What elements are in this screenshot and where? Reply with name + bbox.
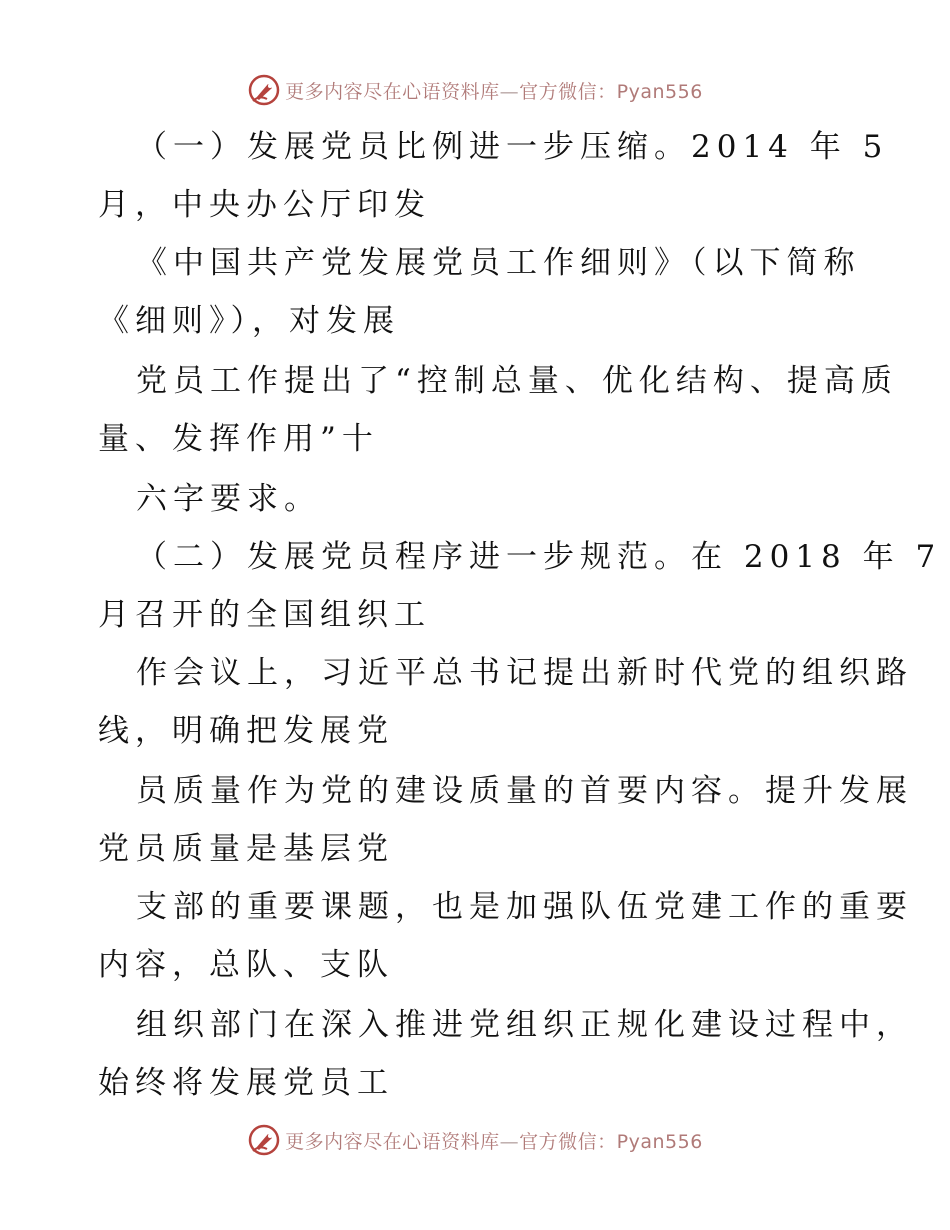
footer-watermark-separator: — [499,1130,520,1153]
paragraph-line: 《中国共产党发展党员工作细则》（以下简称 [136,245,861,281]
paragraph-line: 支部的重要课题，也是加强队伍党建工作的重要 [136,889,913,925]
paragraph-line: 作会议上，习近平总书记提出新时代党的组织路 [136,655,913,691]
pen-nib-logo-icon [247,1123,281,1157]
paragraph-line: 党员质量是基层党 [98,831,394,867]
paragraph-line: 《细则》），对发展 [98,303,400,339]
footer-watermark-main: 更多内容尽在心语资料库 [285,1130,500,1153]
paragraph-line: 月，中央办公厅印发 [98,187,431,223]
paragraph-line: 员质量作为党的建设质量的首要内容。提升发展 [136,773,913,809]
paragraph-line: （一）发展党员比例进一步压缩。2014 年 5 [136,129,889,165]
paragraph-line: 月召开的全国组织工 [98,597,431,633]
header-watermark-separator: — [499,80,520,103]
header-watermark-banner [0,70,950,110]
paragraph-line: 线，明确把发展党 [98,713,394,749]
header-watermark-text [285,77,703,104]
header-watermark-sub: 官方微信：Pyan556 [519,80,703,103]
footer-watermark-banner [0,1120,950,1160]
pen-nib-logo-icon [247,73,281,107]
footer-watermark-text [285,1127,703,1154]
paragraph-line: 始终将发展党员工 [98,1065,394,1101]
paragraph-line: （二）发展党员程序进一步规范。在 2018 年 7 [136,539,942,575]
paragraph-line: 党员工作提出了“控制总量、优化结构、提高质 [136,363,898,399]
footer-watermark-sub: 官方微信：Pyan556 [519,1130,703,1153]
paragraph-line: 组织部门在深入推进党组织正规化建设过程中， [136,1007,913,1043]
paragraph-line: 六字要求。 [136,481,321,517]
paragraph-line: 量、发挥作用”十 [98,421,379,457]
paragraph-line: 内容，总队、支队 [98,947,394,983]
header-watermark-main: 更多内容尽在心语资料库 [285,80,500,103]
